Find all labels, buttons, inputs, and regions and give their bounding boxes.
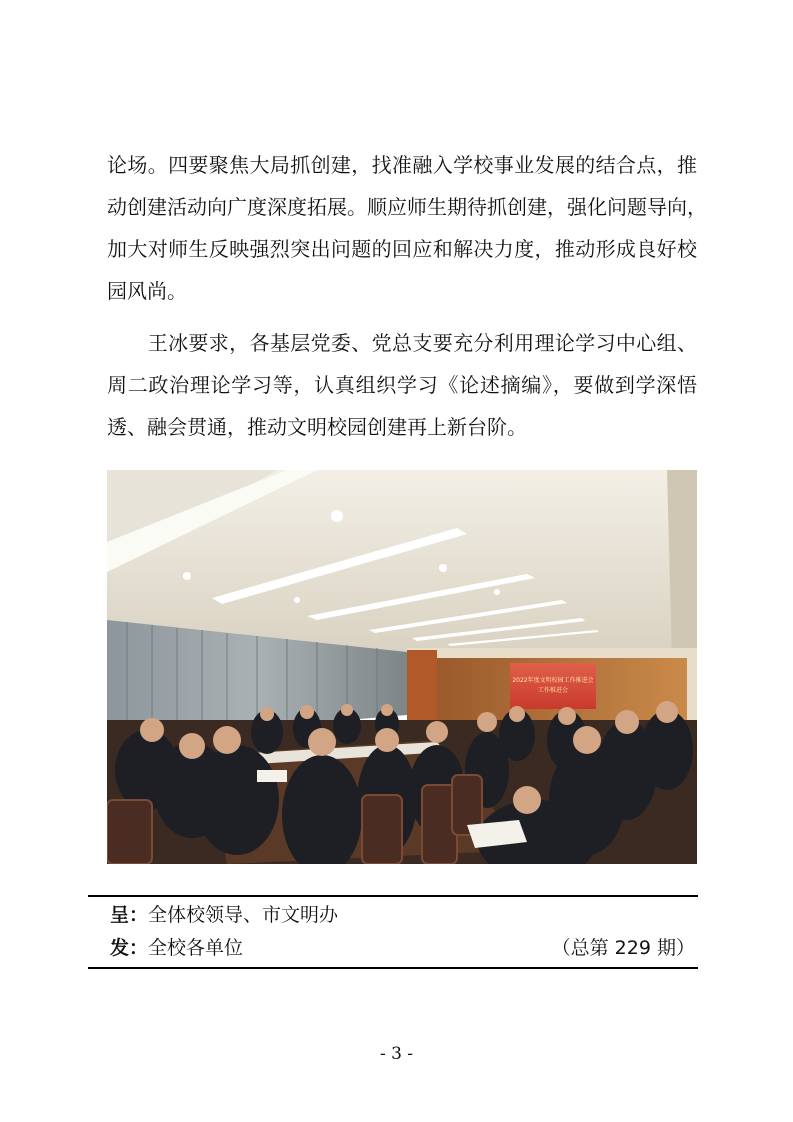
text-line: 加大对师生反映强烈突出问题的回应和解决力度，推动形成良好校 [107,237,697,261]
text-line: 王冰要求，各基层党委、党总支要充分利用理论学习中心组、 [107,331,697,355]
body-paragraph-2 [107,322,697,448]
text-line: 动创建活动向广度深度拓展。顺应师生期待抓创建，强化问题导向， [107,195,707,219]
body-paragraph-1 [107,144,707,312]
meeting-photo [107,470,697,864]
cc-label: 呈： [110,904,149,926]
screen-title: 2022年度文明校园工作推进会 [512,677,594,684]
cc-value: 全体校领导、市文明办 [148,904,339,926]
issue-number: （总第 229 期） [551,937,695,959]
text-line: 周二政治理论学习等，认真组织学习《论述摘编》，要做到学深悟 [107,373,697,397]
projection-screen [510,663,596,709]
divider-top [88,895,698,897]
text-line: 论场。四要聚焦大局抓创建，找准融入学校事业发展的结合点，推 [107,153,697,177]
text-line: 透、融会贯通，推动文明校园创建再上新台阶。 [107,415,527,439]
screen-subtitle: 工作推进会 [537,687,569,694]
cc-line [110,901,338,929]
send-line [110,934,243,962]
send-value: 全校各单位 [148,937,244,959]
page-number: - 3 - [379,1044,414,1064]
divider-bottom [88,967,698,969]
text-line: 园风尚。 [107,279,187,303]
send-label: 发： [110,937,149,959]
